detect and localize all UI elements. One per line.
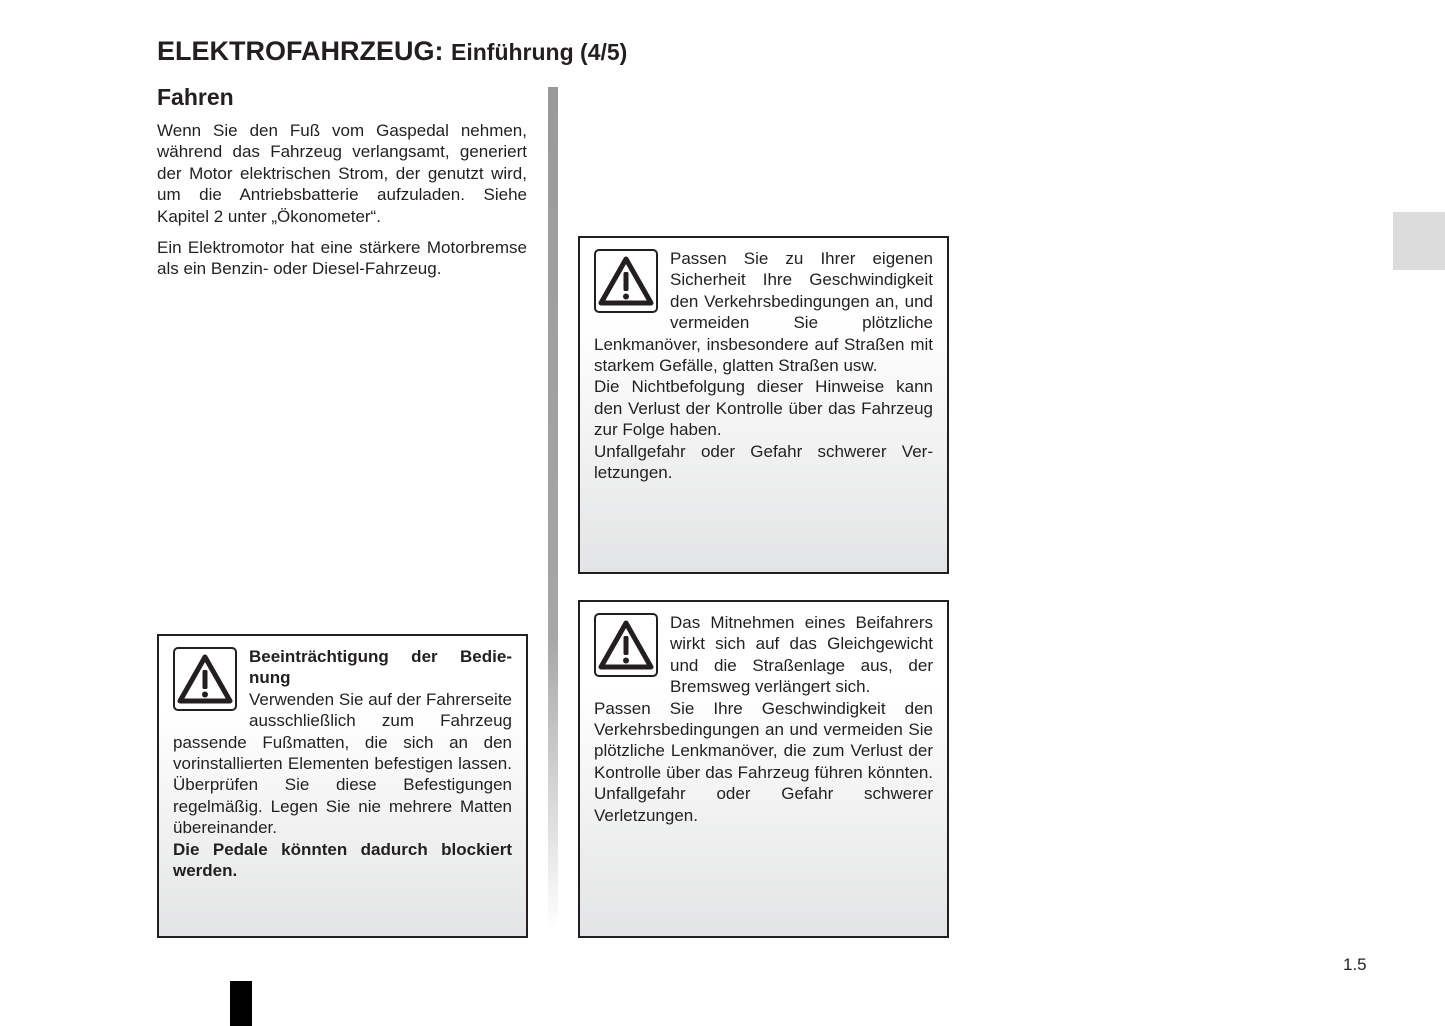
warning-speed-text-1: Passen Sie zu Ihrer eigenen Sicherheit Ihre Geschwindigkeit den Verkehrsbedingungen an, und vermeiden Sie plötzliche Lenkmanöver, insbesondere auf Straßen mit starkem Gefälle, glatten Straßen usw. [594, 249, 933, 376]
warning-speed-text-2: Die Nichtbefolgung dieser Hinweise kann den Verlust der Kontrolle über das Fahrzeug zur Folge haben. [594, 377, 933, 440]
column-divider [548, 87, 558, 930]
warning-box-passenger [578, 600, 949, 938]
warning-speed-text-3: Unfallgefahr oder Gefahr schwerer Verletzungen. [594, 441, 933, 483]
page-title [157, 33, 627, 70]
section-heading: Fahren [157, 84, 234, 110]
warning-box-pedals [157, 634, 528, 938]
warning-passenger-text-2: Passen Sie Ihre Geschwindigkeit den Verkehrsbedingungen an und vermeiden Sie plötzliche Lenkmanöver, die zum Verlust der Kontrolle über das Fahrzeug führen könnten. Unfallgefahr oder Gefahr schwerer Verletzungen. [594, 698, 933, 825]
warning-passenger-text-1: Das Mitnehmen eines Beifahrers wirkt sich auf das Gleichgewicht und die Straßenlage aus, der Bremsweg verlängert sich. [670, 613, 933, 697]
warning-pedals-title: Beeinträchtigung der Bedienung [249, 647, 512, 688]
warning-triangle-icon [594, 613, 658, 677]
page-number: 1.5 [1343, 955, 1367, 974]
page-title-sub: Einführung (4/5) [451, 39, 628, 65]
chapter-tab [1393, 212, 1445, 270]
page-title-main: ELEKTROFAHRZEUG: [157, 36, 444, 66]
warning-triangle-icon [594, 249, 658, 313]
warning-triangle-icon [173, 647, 237, 711]
warning-box-speed [578, 236, 949, 574]
body-paragraph-2: Ein Elektromotor hat eine stärkere Motorbremse als ein Benzin- oder Diesel-Fahrzeug. [157, 238, 527, 279]
body-paragraph-1: Wenn Sie den Fuß vom Gaspedal nehmen, während das Fahrzeug verlangsamt, generiert der Motor elektrischen Strom, der genutzt wird, um die Antriebsbatterie aufzuladen. Siehe Kapitel 2 unter „Ökonometer“. [157, 121, 527, 226]
warning-pedals-emphasis: Die Pedale könnten dadurch blockiert werden. [173, 839, 512, 881]
crop-mark [230, 981, 252, 1026]
warning-pedals-body: Verwenden Sie auf der Fahrerseite ausschließlich zum Fahrzeug passende Fußmatten, die sich an den vorinstallierten Elementen befestigen lassen. Überprüfen Sie diese Befestigungen regelmäßig. Legen Sie nie mehrere Matten übereinander. [173, 689, 512, 838]
